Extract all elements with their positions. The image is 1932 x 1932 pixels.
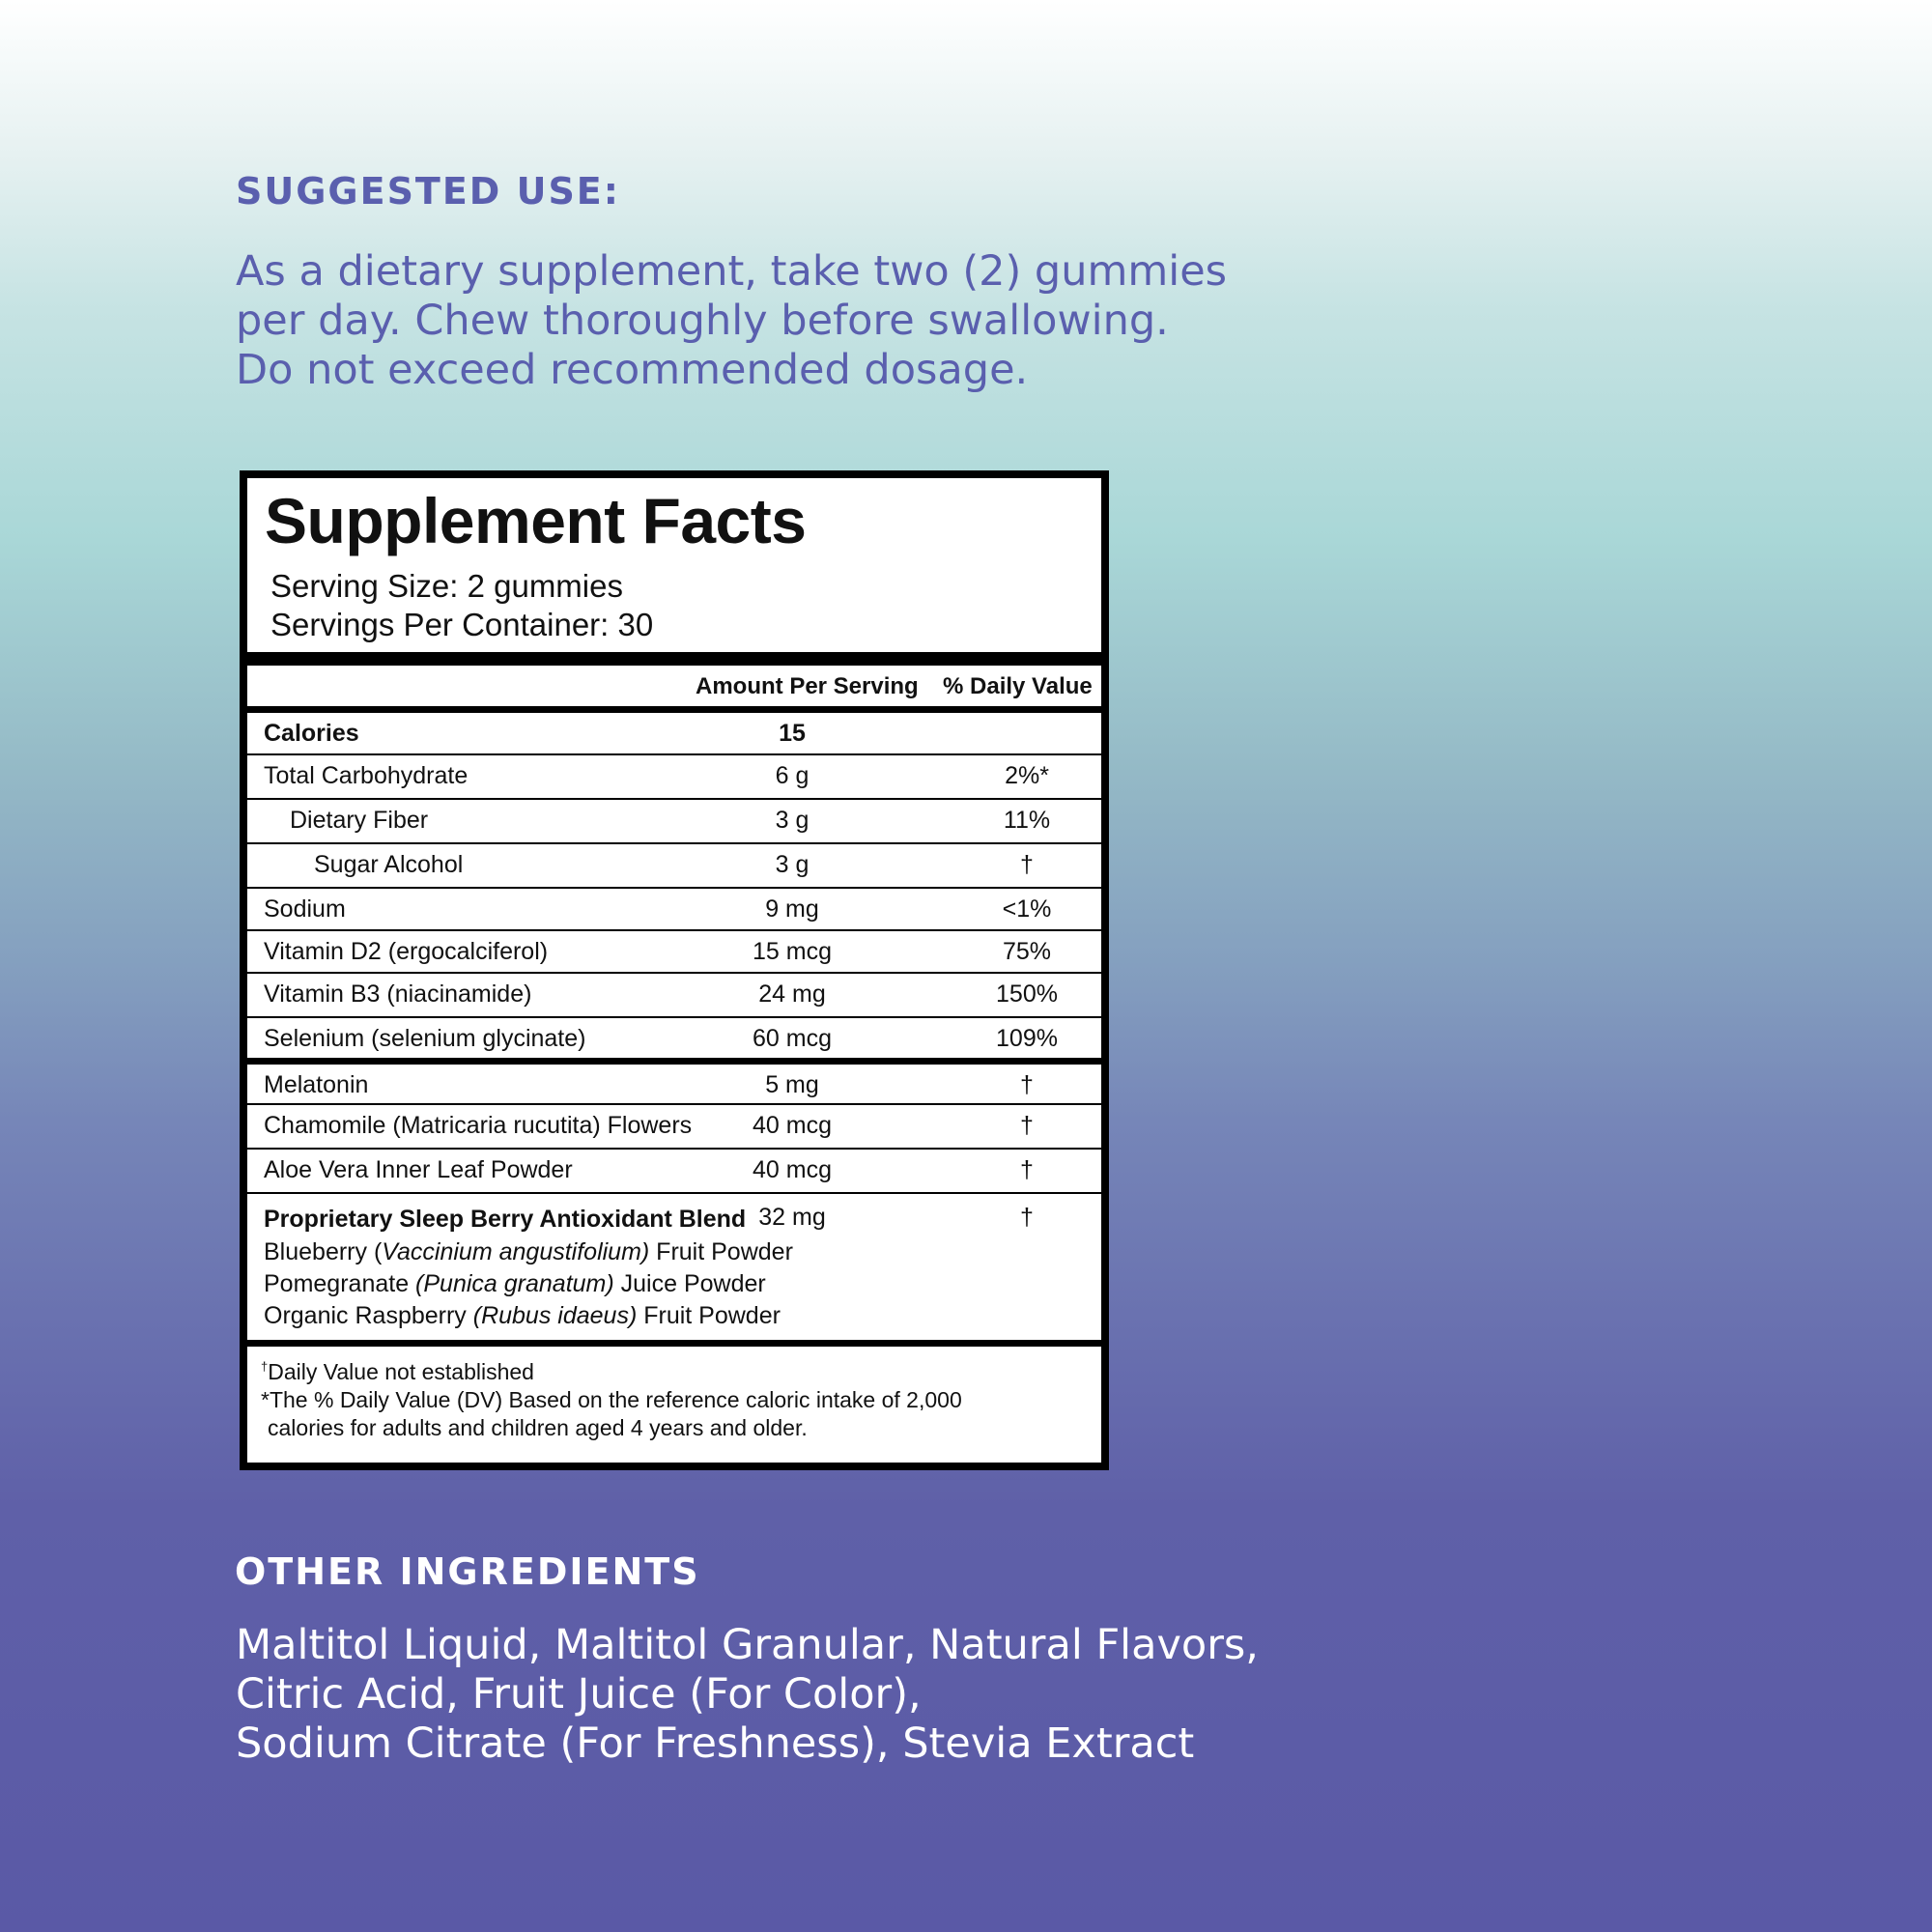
other-ingredients-line: Sodium Citrate (For Freshness), Stevia Extract [236,1719,1195,1768]
nutrient-name: Melatonin [264,1071,369,1098]
nutrient-amount: 3 g [775,807,810,834]
suggested-use-line: Do not exceed recommended dosage. [236,346,1029,394]
table-row [247,1150,1101,1192]
nutrient-daily-value: 75% [1002,938,1052,965]
table-row [247,1105,1101,1148]
amount-per-serving-header: Amount Per Serving [696,673,919,699]
table-row [247,713,1101,753]
ingredient-latin-name: (Rubus idaeus) [472,1302,638,1329]
other-ingredients-heading: OTHER INGREDIENTS [235,1550,700,1593]
nutrient-name: Sugar Alcohol [314,851,464,878]
ingredient-latin-name: Vaccinium angustifolium) [382,1238,650,1265]
footnotes [247,1347,1101,1442]
footnote-dagger [261,1358,1101,1386]
nutrient-amount: 5 mg [765,1071,819,1098]
divider-medium [247,706,1101,713]
column-headers [247,666,1101,706]
nutrient-amount: 9 mg [765,895,819,923]
nutrient-name: Selenium (selenium glycinate) [264,1025,586,1052]
nutrient-amount: 40 mcg [753,1156,832,1183]
ingredient-common-name: Organic Raspberry [264,1302,473,1329]
serving-info [270,567,653,644]
nutrient-amount: 6 g [775,762,810,789]
footnote-star-line: *The % Daily Value (DV) Based on the reference caloric intake of 2,000 [261,1387,962,1412]
nutrient-name: Sodium [264,895,346,923]
divider-thick [247,652,1101,666]
blend-daily-value: † [1020,1204,1034,1231]
nutrient-amount: 40 mcg [753,1112,832,1139]
blend-ingredient [264,1238,793,1266]
nutrient-name: Vitamin B3 (niacinamide) [264,980,532,1008]
servings-per-container: Servings Per Container: 30 [270,607,654,642]
nutrient-name: Total Carbohydrate [264,762,469,789]
nutrient-amount: 60 mcg [753,1025,832,1052]
blend-ingredient [264,1302,781,1330]
table-row [247,1065,1101,1103]
suggested-use-line: per day. Chew thoroughly before swallowing. [236,297,1169,345]
table-row [247,889,1101,929]
daily-value-header: % Daily Value [943,673,1093,699]
other-ingredients-line: Citric Acid, Fruit Juice (For Color), [236,1670,922,1719]
divider-medium [247,1340,1101,1347]
blend-amount: 32 mg [758,1204,826,1231]
facts-title: Supplement Facts [265,485,807,556]
nutrient-daily-value: † [1020,1112,1034,1139]
nutrient-daily-value: 2%* [1005,762,1049,789]
nutrient-name: Vitamin D2 (ergocalciferol) [264,938,549,965]
nutrient-name: Aloe Vera Inner Leaf Powder [264,1156,573,1183]
nutrient-name: Chamomile (Matricaria rucutita) Flowers [264,1112,693,1139]
table-row [247,844,1101,887]
facts-header [247,478,1101,652]
supplement-facts-panel [240,470,1109,1470]
table-row [247,800,1101,842]
serving-size: Serving Size: 2 gummies [270,568,623,604]
table-row [247,755,1101,798]
ingredient-form: Juice Powder [613,1270,766,1297]
dagger-mark: † [261,1359,269,1374]
ingredient-common-name: Blueberry ( [264,1238,383,1265]
ingredient-latin-name: (Punica granatum) [415,1270,614,1297]
nutrient-amount: 3 g [775,851,810,878]
ingredient-form: Fruit Powder [637,1302,781,1329]
nutrient-daily-value: 109% [996,1025,1058,1052]
ingredient-form: Fruit Powder [649,1238,793,1265]
nutrient-name: Calories [264,720,359,747]
blend-name: Proprietary Sleep Berry Antioxidant Blend [264,1206,747,1233]
suggested-use-line: As a dietary supplement, take two (2) gummies [236,247,1228,296]
nutrient-amount: 24 mg [758,980,826,1008]
nutrient-daily-value: 150% [996,980,1058,1008]
other-ingredients-text [236,1621,1492,1769]
footnote-star-line: calories for adults and children aged 4 years and older. [268,1415,808,1440]
proprietary-blend [247,1194,1101,1340]
nutrient-amount: 15 [779,720,806,747]
blend-ingredient [264,1270,766,1298]
nutrient-daily-value: † [1020,851,1034,878]
suggested-use-heading: SUGGESTED USE: [236,170,620,213]
nutrient-daily-value: 11% [1003,807,1051,834]
nutrient-amount: 15 mcg [753,938,832,965]
nutrient-daily-value: † [1020,1156,1034,1183]
divider-medium [247,1058,1101,1065]
table-row [247,931,1101,972]
nutrient-daily-value: <1% [1002,895,1052,923]
other-ingredients-line: Maltitol Liquid, Maltitol Granular, Natural Flavors, [236,1621,1259,1669]
ingredient-common-name: Pomegranate [264,1270,416,1297]
suggested-use-text [236,247,1347,395]
footnote-dagger-text: Daily Value not established [268,1359,534,1384]
table-row [247,974,1101,1016]
table-row [247,1018,1101,1058]
nutrient-daily-value: † [1020,1071,1034,1098]
nutrient-name: Dietary Fiber [290,807,429,834]
